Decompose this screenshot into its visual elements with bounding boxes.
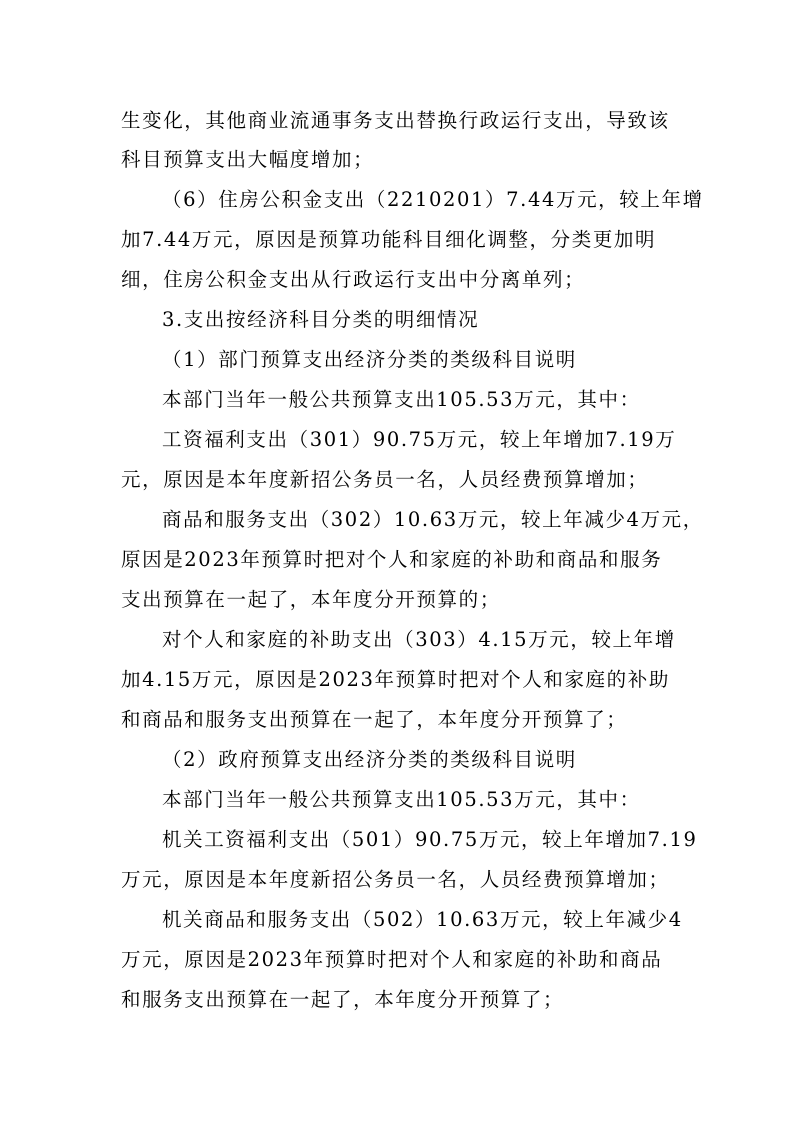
body-text-line: 本部门当年一般公共预算支出105.53万元，其中： — [162, 788, 641, 811]
body-text-line: 和服务支出预算在一起了，本年度分开预算了； — [121, 988, 565, 1011]
body-text-line: 加7.44万元，原因是预算功能科目细化调整，分类更加明 — [121, 228, 657, 251]
body-text-line: 生变化，其他商业流通事务支出替换行政运行支出，导致该 — [121, 109, 670, 132]
body-text-line: 机关工资福利支出（501）90.75万元，较上年增加7.19 — [162, 828, 698, 851]
body-text-line: 支出预算在一起了，本年度分开预算的； — [121, 588, 501, 611]
body-text-line: 细，住房公积金支出从行政运行支出中分离单列； — [121, 268, 586, 291]
body-text-line: 科目预算支出大幅度增加； — [121, 148, 375, 171]
body-text-line: 本部门当年一般公共预算支出105.53万元，其中： — [162, 388, 641, 411]
subsection-heading: （1）部门预算支出经济分类的类级科目说明 — [162, 348, 577, 371]
body-text-line: 对个人和家庭的补助支出（303）4.15万元，较上年增 — [162, 628, 676, 651]
body-text-line: 元，原因是本年度新招公务员一名，人员经费预算增加； — [121, 468, 649, 491]
body-text-line: 万元，原因是本年度新招公务员一名，人员经费预算增加； — [121, 868, 670, 891]
body-text-line: （6）住房公积金支出（2210201）7.44万元，较上年增 — [162, 188, 704, 211]
body-text-line: 原因是2023年预算时把对个人和家庭的补助和商品和服务 — [121, 548, 663, 571]
body-text-line: 万元，原因是2023年预算时把对个人和家庭的补助和商品 — [121, 948, 663, 971]
body-text-line: 商品和服务支出（302）10.63万元，较上年减少4万元， — [162, 508, 704, 531]
body-text-line: 加4.15万元，原因是2023年预算时把对个人和家庭的补助 — [121, 668, 670, 691]
body-text-line: 工资福利支出（301）90.75万元，较上年增加7.19万 — [162, 428, 677, 451]
body-text-line: 和商品和服务支出预算在一起了，本年度分开预算了； — [121, 708, 628, 731]
subsection-heading: （2）政府预算支出经济分类的类级科目说明 — [162, 748, 577, 771]
body-text-line: 机关商品和服务支出（502）10.63万元，较上年减少4 — [162, 908, 683, 931]
section-heading: 3.支出按经济科目分类的明细情况 — [162, 308, 480, 331]
